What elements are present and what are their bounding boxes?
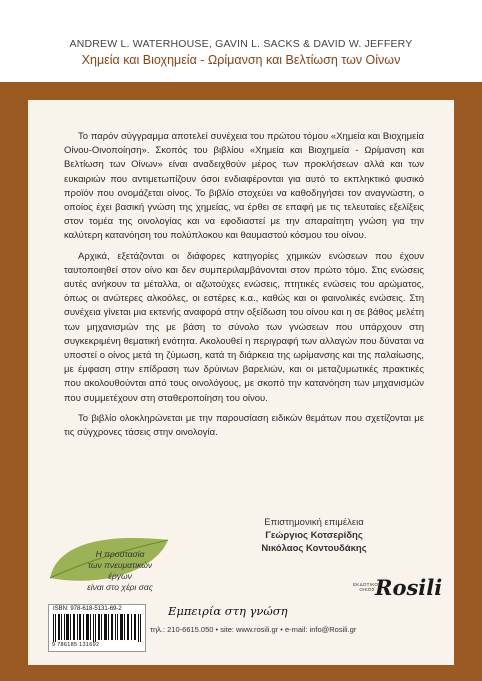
- book-authors: ANDREW L. WATERHOUSE, GAVIN L. SACKS & DAVID W. JEFFERY: [69, 38, 413, 50]
- blurb-paragraph: Το παρόν σύγγραμμα αποτελεί συνέχεια του πρώτου τόμου «Χημεία και Βιοχημεία Οίνου-Οινοποίηση». Σκοπός του βιβλίου «Χημεία και Βιοχημεία - Ωρίμανση και Βελτίωση των Οίνων» είναι αναδειχθούν μέρος των προκλήσεων αλλά και των ευκαιριών που αντιμετωπίζουν όσοι ενδιαφέρονται για αυτό το εκπληκτικό φυσικό προϊόν που ονομάζεται οίνος. Το βιβλίο στοχεύει να καθοδηγήσει τον αναγνώστη, ο οποίος έχει βασική γνώση της χημείας, να έρθει σε επαφή με τις τελευταίες εξελίξεις στον τομέα της οινολογίας και να εφοδιαστεί με την απαραίτητη γνώση για την καλύτερη κατανόηση του πολύπλοκου και θαυμαστού κόσμου του οίνου.: [64, 131, 424, 242]
- barcode-number: 9 786185 131692: [52, 642, 100, 648]
- blurb-paragraph: Το βιβλίο ολοκληρώνεται με την παρουσίαση ειδικών θεμάτων που σχετίζονται με τις σύγχρονες τάσεις στην οινολογία.: [64, 412, 424, 439]
- publisher-name: Rosili: [375, 575, 443, 600]
- editor-name: Γεώργιος Κοτσερίδης: [265, 530, 363, 541]
- isbn-label: ISBN: 978-618-5131-69-2: [53, 606, 122, 612]
- editor-name: Νικόλαος Κοντουδάκης: [261, 543, 367, 554]
- barcode: [48, 604, 146, 652]
- blurb: [64, 130, 424, 446]
- copyright-protection-note: Η προστασία των πνευματικών έργων είναι στο χέρι σας: [87, 549, 153, 592]
- editor-label: Επιστημονική επιμέλεια: [264, 517, 364, 528]
- publisher-logo: [347, 572, 443, 612]
- text-panel: [28, 100, 454, 665]
- header: [0, 0, 482, 82]
- scientific-editors: [214, 516, 414, 555]
- back-cover: [0, 82, 482, 681]
- publisher-slogan: Εμπειρία στη γνώση: [168, 604, 288, 618]
- barcode-icon: [53, 614, 141, 642]
- blurb-paragraph: Αρχικά, εξετάζονται οι διάφορες κατηγορίες χημικών ενώσεων που έχουν ταυτοποιηθεί στον οίνο και δεν συμπεριλαμβάνονται στον πρώτο τόμο. Στις ενώσεις αυτές ανήκουν τα μέταλλα, οι αζωτούχες ενώσεις, πτητικές ενώσεις του αρώματος, όπως οι ανώτερες αλκοόλες, οι εστέρες κ.α., καθώς και οι φαινολικές ενώσεις. Στη συνέχεια γίνεται μια εκτενής αναφορά στην οξείδωση του οίνου και η σε βάθος μελέτη των μηχανισμών της με βάση το σύνολο των γνώσεων που υπάρχουν στη συγκεκριμένη θεματική ενότητα. Ακολουθεί η περιγραφή των αλλαγών που δύναται να υποστεί ο οίνος μετά τη ζύμωση, κατά τη διάρκεια της ωρίμανσης και της παλαίωσης, με έμφαση στην επίδραση των δρύινων βαρελιών, και οι μεταζυμωτικές πρακτικές που ακολουθούνται από τους οινολόγους, με σκοπό την κατανόηση των μηχανισμών που συμμετέχουν στη σταθεροποίηση του οίνου.: [64, 250, 424, 404]
- publisher-prelabel: ΕΚΔΟΤΙΚΟΣ ΟΙΚΟΣ: [353, 582, 382, 592]
- publisher-contact: τηλ.: 210-6615.050 • site: www.rosili.gr • e-mail: info@Rosili.gr: [150, 625, 357, 634]
- book-title: Χημεία και Βιοχημεία - Ωρίμανση και Βελτίωση των Οίνων: [81, 53, 401, 67]
